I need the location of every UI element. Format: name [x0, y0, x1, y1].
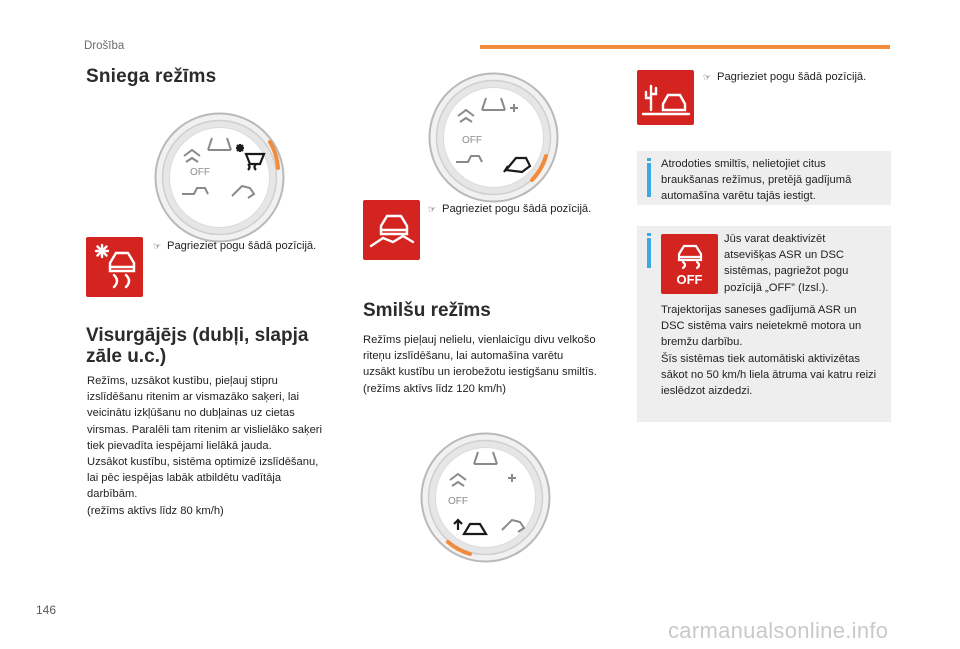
mud-mode-title: Visurgājējs (dubļi, slapja zāle u.c.): [86, 325, 309, 367]
off-mode-note: [637, 226, 891, 422]
dial-off-label: OFF: [448, 496, 468, 507]
watermark: carmanualsonline.info: [668, 618, 889, 643]
dial-off-label: OFF: [190, 167, 210, 178]
skid-car-off-icon: [661, 234, 718, 294]
sand-mode-icon: [637, 70, 694, 125]
info-icon: [647, 238, 651, 268]
sand-mode-title: Smilšu režīms: [363, 300, 491, 321]
pointer-bullet-icon: ☞: [703, 72, 712, 82]
off-icon-label: OFF: [676, 272, 703, 287]
sand-warning-text: Atrodoties smiltīs, nelietojiet citus braukšanas režīmus, pretējā gadījumā automašīna varētu tajās iestigt.: [661, 158, 852, 203]
trajectory-note-text: Trajektorijas saneses gadījumā ASR un DSC sistēma vairs neietekmē motora un bremžu darbību. Šīs sistēmas tiek automātiski aktivizētas sākot no 50 km/h liela ātruma vai katru reizi ieslēdzot aizdedzi.: [661, 304, 877, 398]
pointer-bullet-icon: ☞: [153, 241, 162, 251]
cactus-car-icon: [637, 70, 694, 125]
mud-mode-description: Režīms, uzsākot kustību, pieļauj stipru izslīdēšanu ritenim ar vismazāko saķeri, lai veicinātu izkļūšanu no dubļainas uz cietas virsmas. Paralēli tam ritenim ar vislielāko saķeri tiek pievadīta iespējami lielākā jauda. Uzsākot kustību, sistēma optimizē izslīdēšanu, lai pēc iespējas labāk atbildētu vadītāja darbībām. (režīms aktīvs līdz 80 km/h): [87, 375, 322, 517]
off-mode-icon: [661, 234, 718, 294]
mode-dial-snow: [152, 110, 287, 245]
dial-off-label: OFF: [462, 135, 482, 146]
snow-instruction: ☞ Pagrieziet pogu šādā pozīcijā.: [153, 240, 317, 252]
sand-warning-note: [637, 151, 891, 205]
snow-mode-icon: [86, 237, 143, 297]
pointer-bullet-icon: ☞: [428, 204, 437, 214]
sand-mode-description: Režīms pieļauj nelielu, vienlaicīgu divu velkošo riteņu izslīdēšanu, lai automašīna varētu uzsākt kustību un ierobežotu iestigšanu smiltīs. (režīms aktīvs līdz 120 km/h): [363, 334, 597, 395]
page-number: 146: [36, 603, 57, 617]
off-note-text: Jūs varat deaktivizēt atsevišķas ASR un DSC sistēmas, pagriežot pogu pozīcijā „OFF” (Izsl.).: [724, 233, 849, 294]
snow-mode-title: Sniega režīms: [86, 66, 217, 87]
sand-instruction: ☞ Pagrieziet pogu šādā pozīcijā.: [703, 71, 867, 83]
info-icon: [647, 163, 651, 197]
mode-dial-mud: [426, 70, 561, 205]
mud-car-icon: [363, 200, 420, 260]
mode-dial-sand: [418, 430, 553, 565]
section-label: Drošība: [84, 40, 125, 52]
mud-instruction: ☞ Pagrieziet pogu šādā pozīcijā.: [428, 203, 592, 215]
snowflake-car-icon: [86, 237, 143, 297]
header-accent-rule: [480, 45, 890, 49]
mud-mode-icon: [363, 200, 420, 260]
